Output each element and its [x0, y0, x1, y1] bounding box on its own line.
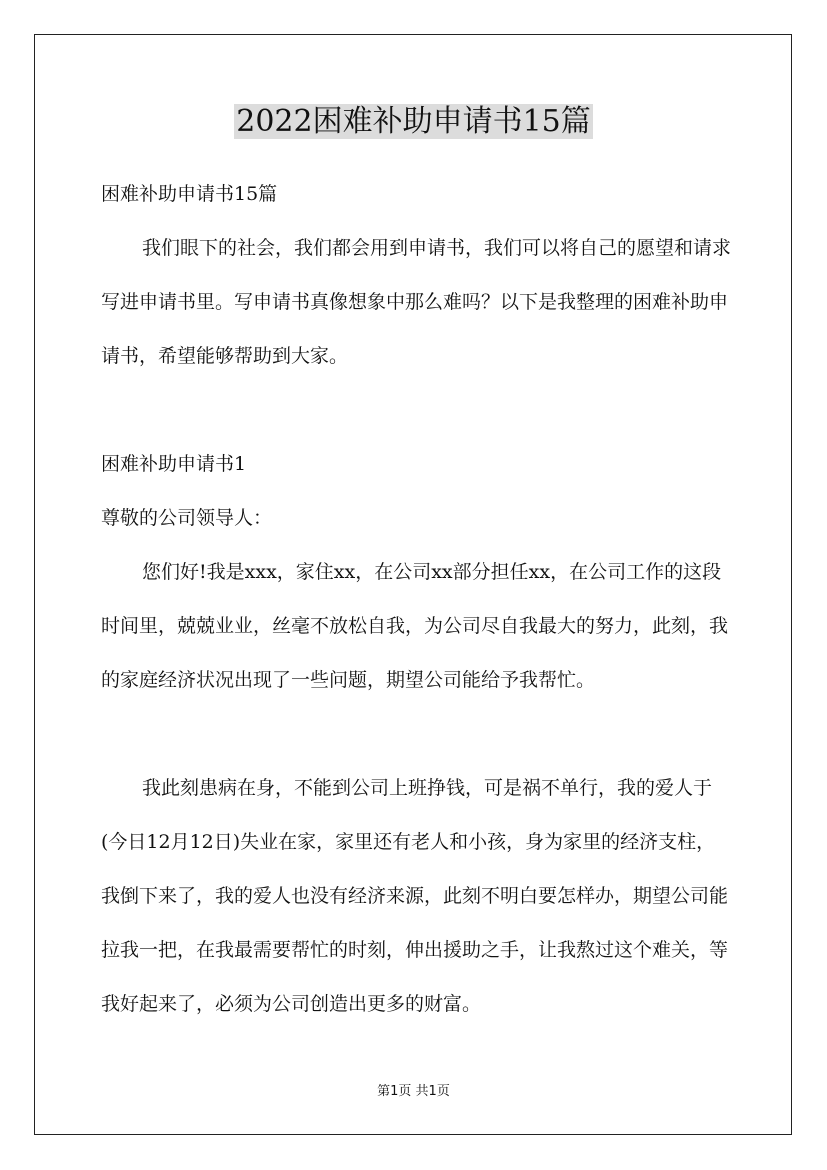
document-title: 2022困难补助申请书15篇 — [236, 104, 591, 139]
section-heading: 困难补助申请书1 — [101, 453, 247, 475]
page-footer: 第1页 共1页 — [377, 1084, 450, 1099]
document-subtitle: 困难补助申请书15篇 — [101, 183, 278, 205]
intro-paragraph: 我们眼下的社会，我们都会用到申请书，我们可以将自己的愿望和请求写进申请书里。写申请书真像想象中那么难吗？以下是我整理的困难补助申请书，希望能够帮助到大家。 — [101, 237, 732, 367]
body-paragraph-2: 我此刻患病在身，不能到公司上班挣钱，可是祸不单行，我的爱人于(今日12月12日)失业在家，家里还有老人和小孩，身为家里的经济支柱，我倒下来了，我的爱人也没有经济来源，此刻不明白要怎样办，期望公司能拉我一把，在我最需要帮忙的时刻，伸出援助之手，让我熬过这个难关，等我好起来了，必须为公司创造出更多的财富。 — [101, 777, 729, 1015]
body-paragraph-1: 您们好!我是xxx，家住xx，在公司xx部分担任xx，在公司工作的这段时间里，兢兢业业，丝毫不放松自我，为公司尽自我最大的努力，此刻，我的家庭经济状况出现了一些问题，期望公司能给予我帮忙。 — [101, 561, 729, 691]
salutation: 尊敬的公司领导人： — [101, 507, 273, 529]
